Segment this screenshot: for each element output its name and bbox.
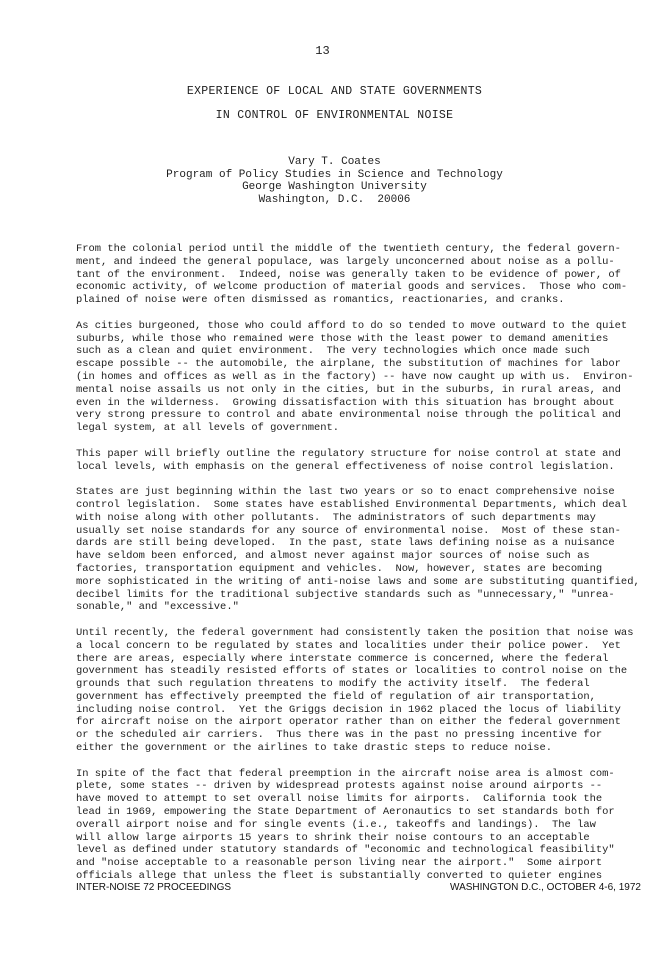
paragraph-line: very strong pressure to control and abate environmental noise through the political and (76, 409, 621, 422)
paragraph-line: grounds that such regulation threatens to modify the activity itself. The federal (76, 678, 590, 691)
paragraph-line: legal system, at all levels of government. (76, 422, 340, 435)
paper-title-line-2: IN CONTROL OF ENVIRONMENTAL NOISE (215, 109, 454, 122)
paragraph-line: economic activity, of welcome production of material goods and services. Those who com- (76, 281, 628, 294)
paragraph-line: States are just beginning within the last two years or so to enact comprehensive noise (76, 486, 615, 499)
paragraph-line: escape possible -- the automobile, the airplane, the substitution of machines for labor (76, 358, 621, 371)
paragraph-line: suburbs, while those who remained were those with the least power to demand amenities (76, 332, 609, 345)
paragraph-line: more sophisticated in the writing of anti-noise laws and some are substituting quantified, (76, 575, 640, 588)
paragraph-line: factories, transportation equipment and vehicles. Now, however, states are becoming (76, 562, 603, 575)
paragraph-line: This paper will briefly outline the regulatory structure for noise control at state and (76, 447, 621, 460)
paragraph-line: there are areas, especially where interstate commerce is concerned, where the federal (76, 652, 609, 665)
paragraph (76, 448, 636, 474)
paragraph-line: have seldom been enforced, and almost never against major sources of noise such as (76, 550, 590, 563)
paragraph-line: for aircraft noise on the airport operator rather than on either the federal government (76, 716, 621, 729)
paragraph-line: tant of the environment. Indeed, noise was generally taken to be evidence of power, of (76, 268, 621, 281)
paragraph-line: government has effectively preempted the field of regulation of air transportation, (76, 690, 596, 703)
paragraph-line: local levels, with emphasis on the general effectiveness of noise control legislation. (76, 460, 615, 473)
author-location: Washington, D.C. 20006 (258, 193, 411, 206)
paragraph-line: such as a clean and quiet environment. The very technologies which once made such (76, 345, 590, 358)
paragraph (76, 627, 636, 755)
author-name: Vary T. Coates (288, 156, 381, 168)
paragraph-line: Until recently, the federal government had consistently taken the position that noise was (76, 626, 634, 639)
paragraph-line: (in homes and offices as well as in the factory) -- have now caught up with us. Environ- (76, 370, 634, 383)
paper-title-line-1: EXPERIENCE OF LOCAL AND STATE GOVERNMENTS (186, 85, 483, 98)
paragraph-line: a local concern to be regulated by states and localities under their police power. Yet (76, 639, 621, 652)
paragraph (76, 243, 636, 307)
paragraph-line: ment, and indeed the general populace, was largely unconcerned about noise as a pollu- (76, 255, 615, 268)
paragraph (76, 486, 640, 614)
author-affiliation: Program of Policy Studies in Science and Technology (166, 168, 503, 181)
paragraph-line: with noise along with other pollutants. The administrators of such departments may (76, 511, 596, 524)
paragraph-line: and "noise acceptable to a reasonable person living near the airport." Some airport (76, 857, 603, 870)
body-text (76, 243, 640, 896)
paragraph-line: government has steadily resisted efforts of states or localities to control noise on the (76, 665, 628, 678)
paragraph-line: plete, some states -- driven by widespread protests against noise around airports -- (76, 780, 603, 793)
footer-venue-date: WASHINGTON D.C., OCTOBER 4-6, 1972 (450, 882, 641, 893)
paragraph-line: level as defined under statutory standards of "economic and technological feasibility" (76, 844, 615, 857)
paragraph-line: have moved to attempt to set overall noise limits for airports. California took the (76, 793, 603, 806)
paragraph-line: mental noise assails us not only in the cities, but in the suburbs, in rural areas, and (76, 383, 621, 396)
paragraph-line: control legislation. Some states have established Environmental Departments, which deal (76, 498, 628, 511)
paragraph-line: either the government or the airlines to take drastic steps to reduce noise. (76, 742, 553, 755)
paragraph-line: In spite of the fact that federal preemption in the aircraft noise area is almost com- (76, 767, 615, 780)
paragraph-line: even in the wilderness. Growing dissatisfaction with this situation has brought about (76, 396, 615, 409)
paragraph (76, 320, 636, 435)
paragraph-line: or the scheduled air carriers. Thus there was in the past no pressing incentive for (76, 729, 603, 742)
paragraph-line: usually set noise standards for any source of environmental noise. Most of these stan- (76, 524, 621, 537)
page-number: 13 (315, 44, 330, 58)
paragraph-line: sonable," and "excessive." (76, 601, 239, 614)
author-university: George Washington University (242, 181, 427, 193)
paragraph (76, 768, 636, 883)
footer-proceedings: INTER-NOISE 72 PROCEEDINGS (76, 882, 232, 893)
paragraph-line: officials allege that unless the fleet is substantially converted to quieter engines (76, 870, 603, 883)
paragraph-line: From the colonial period until the middle of the twentieth century, the federal govern- (76, 243, 621, 255)
paragraph-line: plained of noise were often dismissed as romantics, reactionaries, and cranks. (76, 294, 565, 307)
paragraph-line: As cities burgeoned, those who could afford to do so tended to move outward to the quiet (76, 319, 628, 332)
author-block (0, 156, 669, 206)
paragraph-line: overall airport noise and for single events (i.e., takeoffs and landings). The law (76, 818, 596, 831)
paragraph-line: decibel limits for the traditional subjective standards such as "unnecessary," "unrea- (76, 588, 615, 601)
paragraph-line: including noise control. Yet the Griggs decision in 1962 placed the locus of liability (76, 703, 621, 716)
paragraph-line: will allow large airports 15 years to shrink their noise contours to an acceptable (76, 831, 590, 844)
paragraph-line: dards are still being developed. In the past, state laws defining noise as a nuisance (76, 537, 615, 550)
paragraph-line: lead in 1969, empowering the State Department of Aeronautics to set standards both for (76, 806, 615, 819)
